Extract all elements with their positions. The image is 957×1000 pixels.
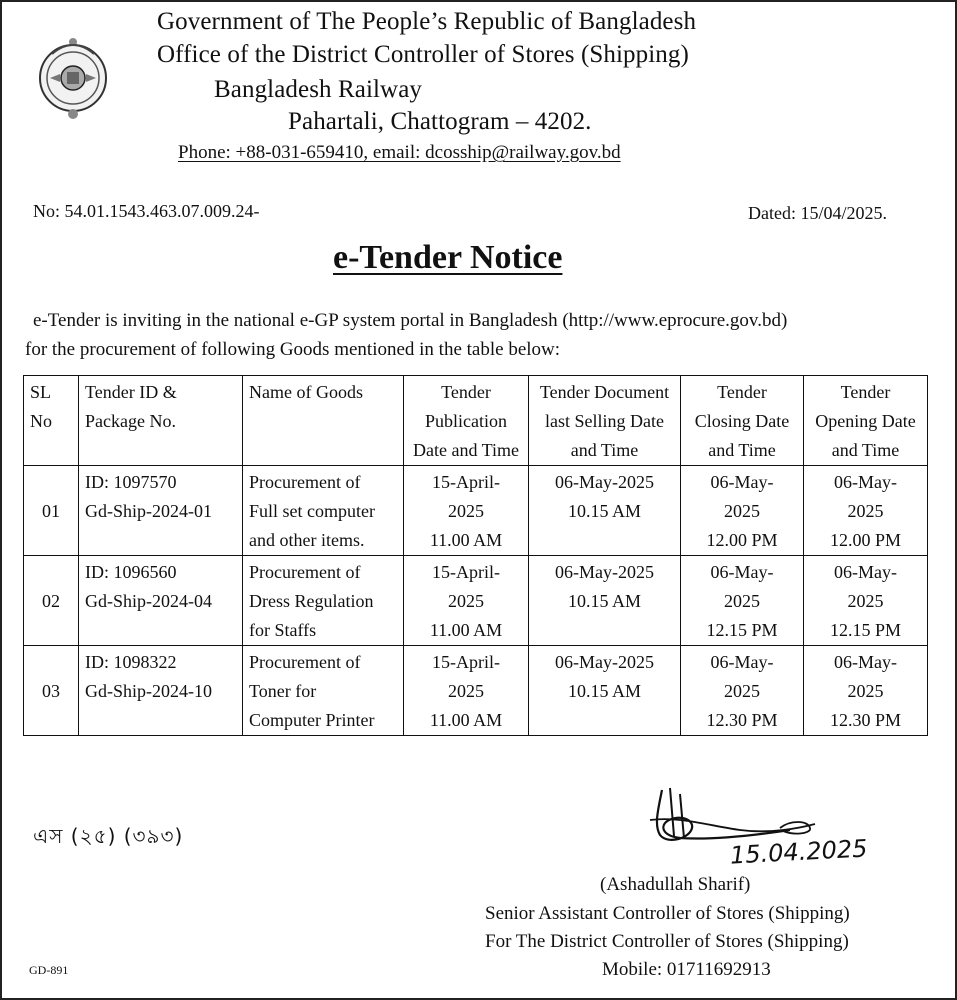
header-goods: Name of Goods [243,376,404,466]
cell-selling: 06-May-2025 10.15 AM [529,466,681,556]
header-publication: Tender Publication Date and Time [404,376,529,466]
cell-publication: 15-April- 2025 11.00 AM [404,556,529,646]
table-header-row [24,376,928,466]
table-row [24,646,928,736]
header-office: Office of the District Controller of Stores (Shipping) [157,41,689,68]
notice-title: e-Tender Notice [333,239,563,276]
header-closing: Tender Closing Date and Time [681,376,804,466]
cell-tender-id: ID: 1096560 Gd-Ship-2024-04 [79,556,243,646]
memo-number: No: 54.01.1543.463.07.009.24- [33,201,260,221]
signatory-name: (Ashadullah Sharif) [600,874,751,895]
header-government: Government of The People’s Republic of Bangladesh [157,8,697,35]
cell-sl: 03 [24,646,79,736]
cell-sl: 02 [24,556,79,646]
cell-opening: 06-May- 2025 12.00 PM [804,466,928,556]
header-address: Pahartali, Chattogram – 4202. [288,108,592,135]
signatory-on-behalf: For The District Controller of Stores (Shipping) [485,931,849,952]
header-selling: Tender Document last Selling Date and Time [529,376,681,466]
header-railway: Bangladesh Railway [214,76,423,103]
cell-closing: 06-May- 2025 12.00 PM [681,466,804,556]
cell-opening: 06-May- 2025 12.15 PM [804,556,928,646]
cell-opening: 06-May- 2025 12.30 PM [804,646,928,736]
cell-selling: 06-May-2025 10.15 AM [529,556,681,646]
intro-line-1: e-Tender is inviting in the national e-GP system portal in Bangladesh (http://www.eprocure.gov.bd) [33,310,788,331]
cell-tender-id: ID: 1098322 Gd-Ship-2024-10 [79,646,243,736]
bangladesh-railway-seal-icon [38,14,108,144]
table-row [24,466,928,556]
cell-selling: 06-May-2025 10.15 AM [529,646,681,736]
signatory-mobile: Mobile: 01711692913 [602,959,771,980]
cell-goods: Procurement of Full set computer and other items. [243,466,404,556]
header-contact: Phone: +88-031-659410, email: dcosship@railway.gov.bd [178,142,621,163]
header-sl: SL No [24,376,79,466]
header-tender-id: Tender ID & Package No. [79,376,243,466]
memo-date: Dated: 15/04/2025. [748,203,887,223]
header-opening: Tender Opening Date and Time [804,376,928,466]
cell-publication: 15-April- 2025 11.00 AM [404,466,529,556]
signatory-designation: Senior Assistant Controller of Stores (Shipping) [485,903,850,924]
table-row [24,556,928,646]
cell-goods: Procurement of Toner for Computer Printer [243,646,404,736]
cell-sl: 01 [24,466,79,556]
cell-closing: 06-May- 2025 12.15 PM [681,556,804,646]
intro-line-2: for the procurement of following Goods mentioned in the table below: [25,339,561,360]
cell-goods: Procurement of Dress Regulation for Staffs [243,556,404,646]
cell-tender-id: ID: 1097570 Gd-Ship-2024-01 [79,466,243,556]
signature-date: 15.04.2025 [729,834,869,870]
footer-code: GD-891 [29,963,69,977]
bangla-reference: এস (২৫) (৩৯৩) [33,824,184,848]
cell-publication: 15-April- 2025 11.00 AM [404,646,529,736]
tender-table [23,375,928,736]
cell-closing: 06-May- 2025 12.30 PM [681,646,804,736]
